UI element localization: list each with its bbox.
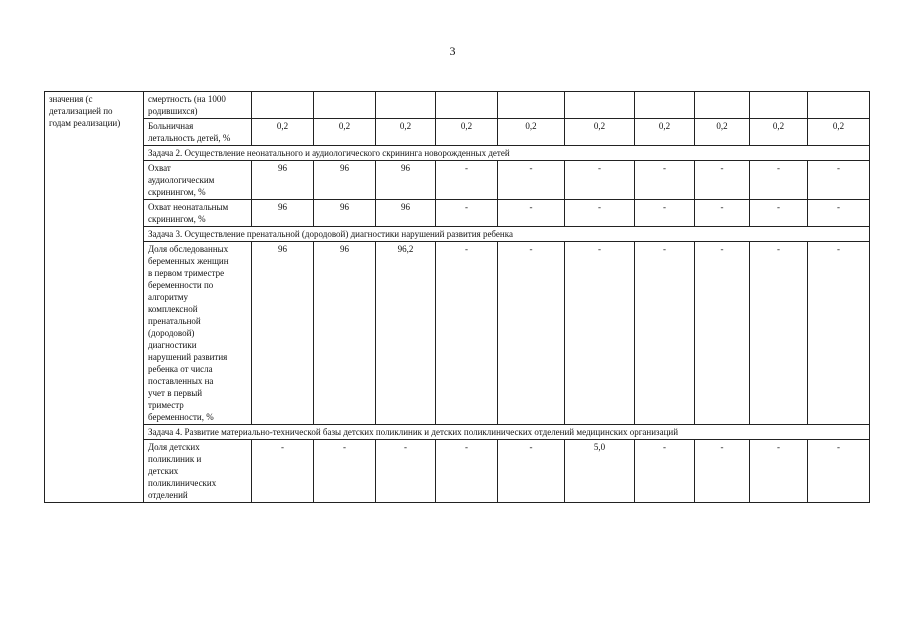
value-cell: - xyxy=(565,242,635,425)
value-cell: 96 xyxy=(252,242,314,425)
task-heading: Задача 2. Осуществление неонатального и аудиологического скрининга новорожденных детей xyxy=(144,146,870,161)
value-cell: - xyxy=(750,440,808,503)
value-cell: 96 xyxy=(252,161,314,200)
text-line: Доля обследованных xyxy=(148,244,229,254)
value-cell: 96,2 xyxy=(376,242,436,425)
value-cell: - xyxy=(436,161,498,200)
value-cell: 96 xyxy=(252,200,314,227)
value-cell: 96 xyxy=(314,161,376,200)
task-heading: Задача 4. Развитие материально-технической базы детских поликлиник и детских поликлинических отделений медицинских организаций xyxy=(144,425,870,440)
text-line: поликлинических xyxy=(148,478,217,488)
value-cell: 96 xyxy=(376,200,436,227)
indicator-label xyxy=(144,161,252,200)
value-cell: - xyxy=(376,440,436,503)
value-cell: 0,2 xyxy=(695,119,750,146)
indicator-group-label xyxy=(45,92,144,503)
value-cell: - xyxy=(750,161,808,200)
text-line: беременности, % xyxy=(148,412,214,422)
value-cell: - xyxy=(565,200,635,227)
text-line: нарушений развития xyxy=(148,352,228,362)
value-cell: 96 xyxy=(314,200,376,227)
value-cell: - xyxy=(695,440,750,503)
value-cell: - xyxy=(695,242,750,425)
value-cell: - xyxy=(808,242,870,425)
indicator-row xyxy=(45,440,870,503)
value-cell: - xyxy=(808,161,870,200)
value-cell xyxy=(376,92,436,119)
value-cell: - xyxy=(436,242,498,425)
value-cell: - xyxy=(635,242,695,425)
task-row xyxy=(45,146,870,161)
indicator-row xyxy=(45,161,870,200)
value-cell xyxy=(565,92,635,119)
value-cell: - xyxy=(498,242,565,425)
value-cell: 0,2 xyxy=(565,119,635,146)
text-line: комплексной xyxy=(148,304,198,314)
text-line: скринингом, % xyxy=(148,187,206,197)
text-line: скринингом, % xyxy=(148,214,206,224)
value-cell: 5,0 xyxy=(565,440,635,503)
page-number: 3 xyxy=(449,44,456,58)
text-line: диагностики xyxy=(148,340,197,350)
indicator-label xyxy=(144,92,252,119)
value-cell: 0,2 xyxy=(436,119,498,146)
value-cell: - xyxy=(635,200,695,227)
value-cell: - xyxy=(695,200,750,227)
value-cell: - xyxy=(750,242,808,425)
indicator-row xyxy=(45,92,870,119)
value-cell: - xyxy=(750,200,808,227)
text-line: детских xyxy=(148,466,179,476)
value-cell: - xyxy=(498,440,565,503)
text-line: поликлиник и xyxy=(148,454,202,464)
text-line: годам реализации) xyxy=(49,118,121,128)
value-cell: 96 xyxy=(314,242,376,425)
text-line: Доля детских xyxy=(148,442,200,452)
value-cell xyxy=(808,92,870,119)
text-line: беременных женщин xyxy=(148,256,229,266)
text-line: значения (с xyxy=(49,94,93,104)
text-line: детализацией по xyxy=(49,106,113,116)
task-row xyxy=(45,227,870,242)
indicator-label xyxy=(144,242,252,425)
value-cell xyxy=(695,92,750,119)
value-cell: - xyxy=(635,440,695,503)
value-cell: - xyxy=(436,440,498,503)
text-line: родившихся) xyxy=(148,106,198,116)
value-cell xyxy=(498,92,565,119)
value-cell: 0,2 xyxy=(635,119,695,146)
value-cell xyxy=(436,92,498,119)
value-cell: 0,2 xyxy=(376,119,436,146)
value-cell xyxy=(252,92,314,119)
indicators-table xyxy=(44,91,870,503)
text-line: отделений xyxy=(148,490,188,500)
value-cell xyxy=(750,92,808,119)
text-line: беременности по xyxy=(148,280,214,290)
task-row xyxy=(45,425,870,440)
text-line: смертность (на 1000 xyxy=(148,94,226,104)
value-cell: 0,2 xyxy=(314,119,376,146)
indicator-row xyxy=(45,119,870,146)
text-line: (дородовой) xyxy=(148,328,195,338)
value-cell: - xyxy=(695,161,750,200)
text-line: триместр xyxy=(148,400,184,410)
indicator-row xyxy=(45,242,870,425)
value-cell: 0,2 xyxy=(808,119,870,146)
text-line: поставленных на xyxy=(148,376,214,386)
text-line: учет в первый xyxy=(148,388,203,398)
text-line: аудиологическим xyxy=(148,175,215,185)
value-cell: 0,2 xyxy=(750,119,808,146)
text-line: Охват xyxy=(148,163,171,173)
value-cell xyxy=(314,92,376,119)
value-cell: - xyxy=(498,161,565,200)
value-cell: - xyxy=(635,161,695,200)
text-line: ребенка от числа xyxy=(148,364,213,374)
task-heading: Задача 3. Осуществление пренатальной (дородовой) диагностики нарушений развития ребенка xyxy=(144,227,870,242)
text-line: алгоритму xyxy=(148,292,188,302)
indicator-row xyxy=(45,200,870,227)
value-cell: - xyxy=(808,200,870,227)
value-cell: - xyxy=(252,440,314,503)
value-cell: 0,2 xyxy=(498,119,565,146)
text-line: Больничная xyxy=(148,121,194,131)
value-cell xyxy=(635,92,695,119)
indicator-label xyxy=(144,440,252,503)
value-cell: - xyxy=(808,440,870,503)
indicator-label xyxy=(144,119,252,146)
value-cell: - xyxy=(498,200,565,227)
value-cell: - xyxy=(314,440,376,503)
value-cell: 96 xyxy=(376,161,436,200)
value-cell: - xyxy=(436,200,498,227)
text-line: Охват неонатальным xyxy=(148,202,229,212)
text-line: летальность детей, % xyxy=(148,133,231,143)
text-line: пренатальной xyxy=(148,316,201,326)
text-line: в первом триместре xyxy=(148,268,225,278)
indicator-label xyxy=(144,200,252,227)
value-cell: 0,2 xyxy=(252,119,314,146)
value-cell: - xyxy=(565,161,635,200)
